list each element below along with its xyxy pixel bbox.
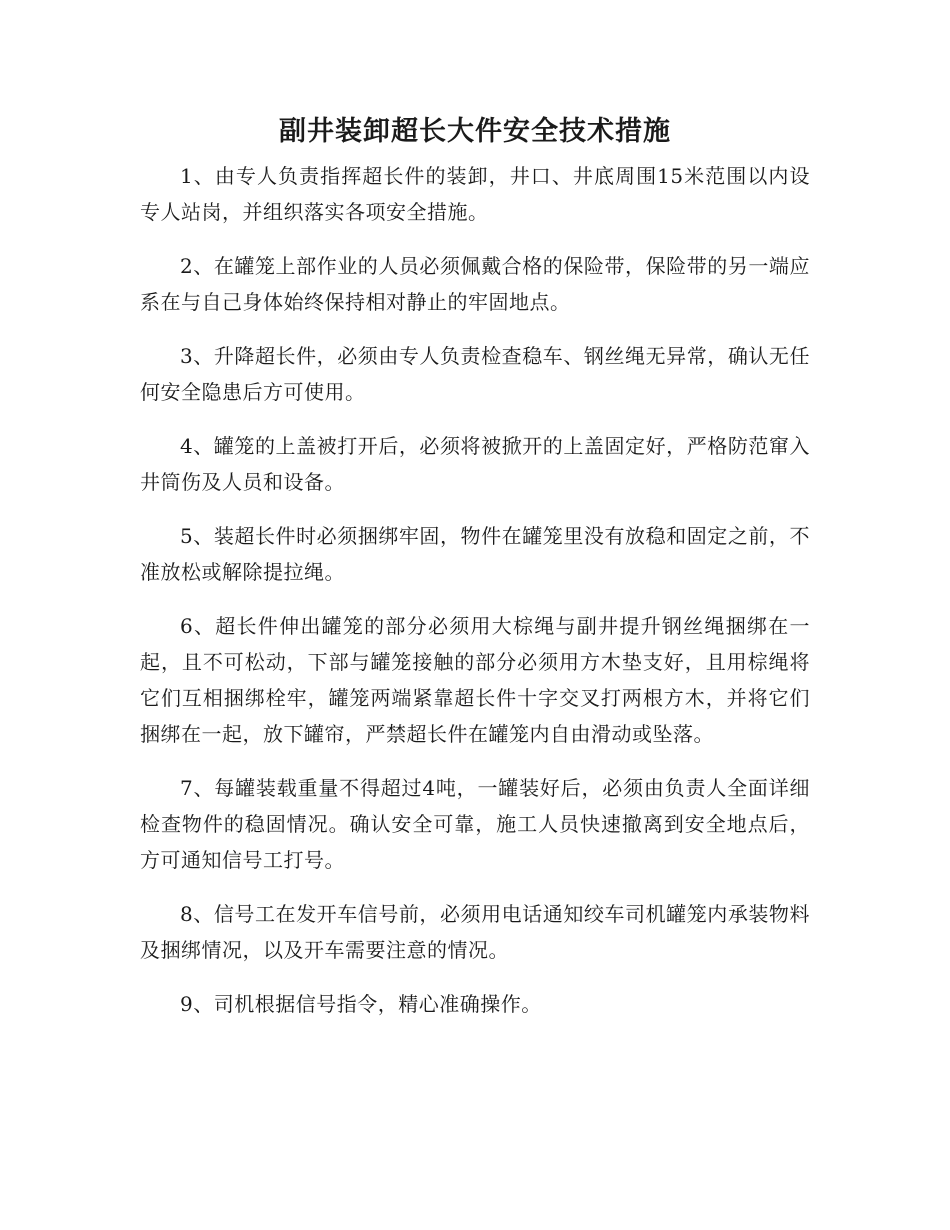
paragraph-9: 9、司机根据信号指令，精心准确操作。 [180, 992, 542, 1016]
paragraph-4: 4、罐笼的上盖被打开后，必须将被掀开的上盖固定好，严格防范窜入井筒伤及人员和设备。 [140, 434, 810, 494]
paragraph-6: 6、超长件伸出罐笼的部分必须用大棕绳与副井提升钢丝绳捆绑在一起，且不可松动，下部与罐笼接触的部分必须用方木垫支好，且用棕绳将它们互相捆绑栓牢，罐笼两端紧靠超长件十字交叉打两根方木，并将它们捆绑在一起，放下罐帘，严禁超长件在罐笼内自由滑动或坠落。 [140, 614, 810, 746]
paragraph-5: 5、装超长件时必须捆绑牢固，物件在罐笼里没有放稳和固定之前，不准放松或解除提拉绳。 [140, 524, 810, 584]
paragraph-8: 8、信号工在发开车信号前，必须用电话通知绞车司机罐笼内承装物料及捆绑情况，以及开车需要注意的情况。 [140, 902, 810, 962]
paragraph-1: 1、由专人负责指挥超长件的装卸，井口、井底周围15米范围以内设专人站岗，并组织落实各项安全措施。 [140, 164, 810, 224]
paragraph-7: 7、每罐装载重量不得超过4吨，一罐装好后，必须由负责人全面详细检查物件的稳固情况。确认安全可靠，施工人员快速撤离到安全地点后，方可通知信号工打号。 [140, 776, 810, 872]
document-title: 副井装卸超长大件安全技术措施 [279, 116, 671, 147]
paragraph-2: 2、在罐笼上部作业的人员必须佩戴合格的保险带，保险带的另一端应系在与自己身体始终保持相对静止的牢固地点。 [140, 254, 810, 314]
paragraph-3: 3、升降超长件，必须由专人负责检查稳车、钢丝绳无异常，确认无任何安全隐患后方可使用。 [140, 344, 810, 404]
